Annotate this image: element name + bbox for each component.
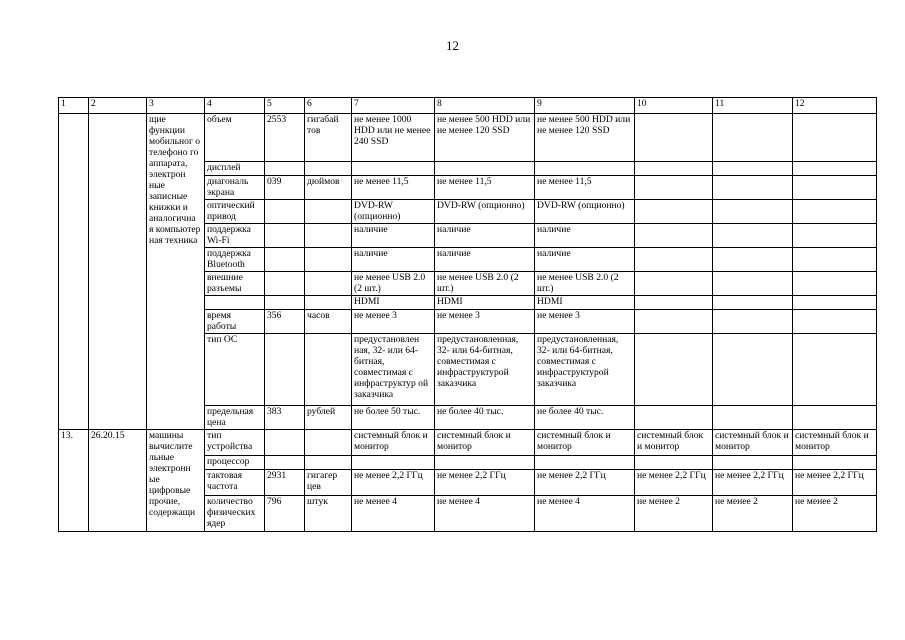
value-cell-8: не менее USB 2.0 (2 шт.) xyxy=(435,272,535,296)
feature-cell: предельная цена xyxy=(205,406,265,430)
unit-name-cell: рублей xyxy=(305,406,352,430)
value-cell-8: не менее 3 xyxy=(435,310,535,334)
value-cell-12 xyxy=(793,406,877,430)
value-cell-7: не менее 4 xyxy=(352,496,435,532)
unit-code-cell: 356 xyxy=(265,310,305,334)
unit-code-cell xyxy=(265,456,305,470)
column-header-4: 4 xyxy=(205,98,265,114)
feature-cell: процессор xyxy=(205,456,265,470)
unit-code-cell: 383 xyxy=(265,406,305,430)
value-cell-7: наличие xyxy=(352,248,435,272)
value-cell-11 xyxy=(713,200,793,224)
value-cell-7: не менее 11,5 xyxy=(352,176,435,200)
feature-cell: внешние разъемы xyxy=(205,272,265,296)
unit-name-cell xyxy=(305,456,352,470)
unit-name-cell xyxy=(305,162,352,176)
page-number: 12 xyxy=(446,38,459,53)
feature-cell: время работы xyxy=(205,310,265,334)
value-cell-11: системный блок и монитор xyxy=(713,430,793,456)
value-cell-7: предустановлен ная, 32- или 64- битная, совместимая с инфраструктур ой заказчика xyxy=(352,334,435,406)
column-header-3: 3 xyxy=(147,98,205,114)
feature-cell: тип ОС xyxy=(205,334,265,406)
value-cell-10 xyxy=(635,162,713,176)
value-cell-12 xyxy=(793,296,877,310)
value-cell-12 xyxy=(793,162,877,176)
value-cell-7 xyxy=(352,456,435,470)
feature-cell: поддержка Wi-Fi xyxy=(205,224,265,248)
value-cell-11 xyxy=(713,162,793,176)
value-cell-10 xyxy=(635,248,713,272)
value-cell-11 xyxy=(713,272,793,296)
value-cell-9: наличие xyxy=(535,248,635,272)
value-cell-11 xyxy=(713,296,793,310)
value-cell-12 xyxy=(793,200,877,224)
column-header-5: 5 xyxy=(265,98,305,114)
value-cell-9: не менее 3 xyxy=(535,310,635,334)
value-cell-9: DVD-RW (опционно) xyxy=(535,200,635,224)
value-cell-12 xyxy=(793,456,877,470)
value-cell-9: не более 40 тыс. xyxy=(535,406,635,430)
value-cell-12 xyxy=(793,334,877,406)
value-cell-8: не менее 500 HDD или не менее 120 SSD xyxy=(435,114,535,162)
unit-name-cell: дюймов xyxy=(305,176,352,200)
okpd-code-cell xyxy=(89,114,147,430)
value-cell-7: не менее 2,2 ГГц xyxy=(352,470,435,496)
value-cell-9: системный блок и монитор xyxy=(535,430,635,456)
value-cell-11 xyxy=(713,224,793,248)
value-cell-8: DVD-RW (опционно) xyxy=(435,200,535,224)
value-cell-11 xyxy=(713,406,793,430)
value-cell-7: наличие xyxy=(352,224,435,248)
value-cell-8: не менее 11,5 xyxy=(435,176,535,200)
value-cell-7: не менее 3 xyxy=(352,310,435,334)
value-cell-9: не менее 4 xyxy=(535,496,635,532)
value-cell-9: предустановленная, 32- или 64-битная, совместимая с инфраструктурой заказчика xyxy=(535,334,635,406)
product-name-cell: машины вычислите льные электронн ые цифровые прочие, содержащи xyxy=(147,430,205,532)
row-number-cell: 13. xyxy=(59,430,89,532)
value-cell-10 xyxy=(635,334,713,406)
value-cell-8 xyxy=(435,162,535,176)
value-cell-9: не менее 500 HDD или не менее 120 SSD xyxy=(535,114,635,162)
value-cell-7: не более 50 тыс. xyxy=(352,406,435,430)
product-name-cell: щие функции мобильног о телефоно го аппарата, электрон ные записные книжки и аналогична я компьютер ная техника xyxy=(147,114,205,430)
value-cell-12: не менее 2 xyxy=(793,496,877,532)
value-cell-9: HDMI xyxy=(535,296,635,310)
value-cell-12: системный блок и монитор xyxy=(793,430,877,456)
feature-cell: поддержка Bluetooth xyxy=(205,248,265,272)
header-row xyxy=(59,98,877,114)
column-header-11: 11 xyxy=(713,98,793,114)
value-cell-8: системный блок и монитор xyxy=(435,430,535,456)
value-cell-10 xyxy=(635,224,713,248)
value-cell-12 xyxy=(793,310,877,334)
value-cell-11 xyxy=(713,334,793,406)
value-cell-7: не менее 1000 HDD или не менее 240 SSD xyxy=(352,114,435,162)
unit-name-cell: часов xyxy=(305,310,352,334)
value-cell-9 xyxy=(535,456,635,470)
feature-cell: тактовая частота xyxy=(205,470,265,496)
value-cell-10: не менее 2 xyxy=(635,496,713,532)
value-cell-9: не менее 11,5 xyxy=(535,176,635,200)
unit-name-cell xyxy=(305,272,352,296)
table-body xyxy=(59,98,877,532)
value-cell-12 xyxy=(793,114,877,162)
unit-name-cell xyxy=(305,430,352,456)
unit-name-cell xyxy=(305,296,352,310)
value-cell-8: наличие xyxy=(435,248,535,272)
feature-cell: оптический привод xyxy=(205,200,265,224)
unit-name-cell: гигагер цев xyxy=(305,470,352,496)
unit-code-cell xyxy=(265,296,305,310)
value-cell-10 xyxy=(635,406,713,430)
column-header-9: 9 xyxy=(535,98,635,114)
okpd-code-cell: 26.20.15 xyxy=(89,430,147,532)
unit-name-cell xyxy=(305,334,352,406)
value-cell-10 xyxy=(635,176,713,200)
value-cell-10 xyxy=(635,296,713,310)
unit-code-cell xyxy=(265,224,305,248)
value-cell-12 xyxy=(793,272,877,296)
value-cell-10: не менее 2,2 ГГц xyxy=(635,470,713,496)
value-cell-12 xyxy=(793,248,877,272)
value-cell-12 xyxy=(793,176,877,200)
value-cell-8: не менее 2,2 ГГц xyxy=(435,470,535,496)
value-cell-8: предустановленная, 32- или 64-битная, совместимая с инфраструктурой заказчика xyxy=(435,334,535,406)
column-header-12: 12 xyxy=(793,98,877,114)
value-cell-8: не менее 4 xyxy=(435,496,535,532)
value-cell-11 xyxy=(713,176,793,200)
unit-code-cell xyxy=(265,430,305,456)
specification-table xyxy=(58,97,877,532)
value-cell-10 xyxy=(635,272,713,296)
value-cell-10 xyxy=(635,114,713,162)
column-header-8: 8 xyxy=(435,98,535,114)
feature-cell: тип устройства xyxy=(205,430,265,456)
value-cell-10 xyxy=(635,310,713,334)
column-header-7: 7 xyxy=(352,98,435,114)
unit-code-cell xyxy=(265,248,305,272)
unit-code-cell: 2931 xyxy=(265,470,305,496)
value-cell-11 xyxy=(713,248,793,272)
value-cell-9: наличие xyxy=(535,224,635,248)
unit-code-cell xyxy=(265,200,305,224)
table-row xyxy=(59,114,877,162)
value-cell-11: не менее 2,2 ГГц xyxy=(713,470,793,496)
value-cell-8: наличие xyxy=(435,224,535,248)
value-cell-8 xyxy=(435,456,535,470)
feature-cell: диагональ экрана xyxy=(205,176,265,200)
unit-name-cell xyxy=(305,248,352,272)
unit-name-cell xyxy=(305,224,352,248)
value-cell-12 xyxy=(793,224,877,248)
value-cell-8: не более 40 тыс. xyxy=(435,406,535,430)
value-cell-7: DVD-RW (опционно) xyxy=(352,200,435,224)
column-header-2: 2 xyxy=(89,98,147,114)
value-cell-11 xyxy=(713,456,793,470)
value-cell-10 xyxy=(635,456,713,470)
unit-code-cell: 2553 xyxy=(265,114,305,162)
table-row xyxy=(59,430,877,456)
unit-code-cell xyxy=(265,272,305,296)
unit-code-cell xyxy=(265,334,305,406)
feature-cell: дисплей xyxy=(205,162,265,176)
unit-code-cell xyxy=(265,162,305,176)
value-cell-7: системный блок и монитор xyxy=(352,430,435,456)
value-cell-9 xyxy=(535,162,635,176)
value-cell-7: не менее USB 2.0 (2 шт.) xyxy=(352,272,435,296)
unit-name-cell: штук xyxy=(305,496,352,532)
value-cell-9: не менее USB 2.0 (2 шт.) xyxy=(535,272,635,296)
feature-cell: объем xyxy=(205,114,265,162)
value-cell-11 xyxy=(713,310,793,334)
unit-code-cell: 039 xyxy=(265,176,305,200)
value-cell-11: не менее 2 xyxy=(713,496,793,532)
value-cell-10: системный блок и монитор xyxy=(635,430,713,456)
unit-name-cell: гигабай тов xyxy=(305,114,352,162)
unit-name-cell xyxy=(305,200,352,224)
row-number-cell xyxy=(59,114,89,430)
feature-cell xyxy=(205,296,265,310)
value-cell-11 xyxy=(713,114,793,162)
feature-cell: количество физических ядер xyxy=(205,496,265,532)
column-header-6: 6 xyxy=(305,98,352,114)
value-cell-7 xyxy=(352,162,435,176)
value-cell-7: HDMI xyxy=(352,296,435,310)
value-cell-9: не менее 2,2 ГГц xyxy=(535,470,635,496)
value-cell-8: HDMI xyxy=(435,296,535,310)
column-header-1: 1 xyxy=(59,98,89,114)
unit-code-cell: 796 xyxy=(265,496,305,532)
value-cell-12: не менее 2,2 ГГц xyxy=(793,470,877,496)
column-header-10: 10 xyxy=(635,98,713,114)
value-cell-10 xyxy=(635,200,713,224)
